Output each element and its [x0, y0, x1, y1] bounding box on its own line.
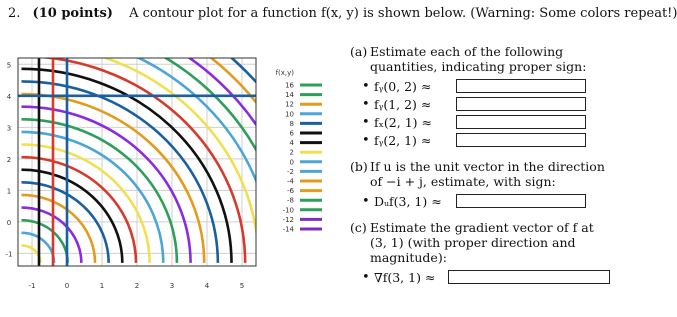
question-label: • fᵧ(1, 2) ≈ — [374, 96, 432, 112]
part-a-text: Estimate each of the following quantities, indicating proper sign: — [370, 44, 587, 74]
part-a-item-1 — [374, 77, 610, 95]
answer-box[interactable] — [456, 133, 586, 147]
part-b-item-1 — [374, 192, 610, 210]
y-tick-label: 1 — [6, 187, 12, 196]
legend-title: f(x,y) — [275, 69, 294, 77]
answer-box[interactable] — [448, 270, 610, 284]
x-tick-label: 3 — [169, 282, 175, 290]
problem-prompt: A contour plot for a function f(x, y) is shown below. (Warning: Some colors repeat!) — [129, 6, 677, 21]
part-c-label: (c) — [350, 220, 367, 235]
part-a-list — [350, 77, 610, 149]
part-a — [350, 44, 610, 149]
legend-label: 2 — [289, 148, 294, 157]
questions-panel — [350, 44, 610, 296]
part-c — [350, 220, 610, 286]
answer-box[interactable] — [456, 79, 586, 93]
x-tick-label: 5 — [239, 282, 245, 290]
legend-label: 10 — [285, 110, 294, 119]
part-a-item-3 — [374, 113, 610, 131]
legend-label: 14 — [285, 91, 294, 100]
contour-line — [22, 31, 273, 263]
question-label: • ∇f(3, 1) ≈ — [374, 269, 436, 285]
problem-number: 2. — [8, 6, 21, 21]
y-tick-label: 2 — [6, 155, 12, 164]
legend-label: -8 — [287, 196, 294, 205]
part-b — [350, 159, 610, 210]
legend-label: 16 — [285, 81, 294, 90]
x-tick-label: 0 — [64, 282, 70, 290]
y-tick-label: -1 — [5, 250, 13, 259]
y-tick-label: 4 — [6, 92, 12, 101]
y-tick-label: 3 — [6, 124, 12, 133]
legend-label: -4 — [287, 177, 294, 186]
x-tick-label: 4 — [204, 282, 210, 290]
part-b-label: (b) — [350, 159, 368, 174]
part-a-item-4 — [374, 131, 610, 149]
contour-line — [22, 18, 287, 262]
legend-label: -14 — [282, 225, 294, 234]
question-label: • Dᵤf(3, 1) ≈ — [374, 193, 442, 209]
y-tick-label: 5 — [6, 61, 12, 70]
answer-box[interactable] — [456, 97, 586, 111]
answer-box[interactable] — [456, 194, 586, 208]
y-tick-label: 0 — [6, 218, 12, 227]
part-c-item-1 — [374, 268, 610, 286]
question-label: • fᵧ(0, 2) ≈ — [374, 78, 432, 94]
legend-label: 0 — [289, 158, 294, 167]
part-a-item-2 — [374, 95, 610, 113]
question-label: • fᵧ(2, 1) ≈ — [374, 132, 432, 148]
part-b-text: If u is the unit vector in the direction of −i + j, estimate, with sign: — [370, 159, 605, 189]
contour-line — [22, 245, 41, 262]
legend-label: 8 — [289, 119, 294, 128]
x-tick-label: 2 — [134, 282, 140, 290]
x-tick-label: -1 — [28, 282, 36, 290]
legend-label: -12 — [282, 215, 294, 224]
answer-box[interactable] — [456, 115, 586, 129]
problem-header — [8, 6, 677, 21]
legend-label: -6 — [287, 187, 294, 196]
contour-line — [22, 145, 150, 263]
problem-points: (10 points) — [32, 6, 113, 21]
legend-label: 12 — [285, 100, 294, 109]
contour-curves — [18, 0, 327, 266]
contour-plot-svg — [0, 34, 346, 317]
legend-label: -10 — [282, 206, 294, 215]
legend-label: -2 — [287, 167, 294, 176]
part-b-list — [350, 192, 610, 210]
part-a-label: (a) — [350, 44, 368, 59]
part-c-text: Estimate the gradient vector of f at (3, 1) (with proper direction and magnitude): — [370, 220, 594, 265]
contour-plot — [0, 34, 346, 317]
legend-label: 6 — [289, 129, 294, 138]
question-label: • fₓ(2, 1) ≈ — [374, 114, 432, 130]
legend-label: 4 — [289, 139, 294, 148]
part-c-list — [350, 268, 610, 286]
x-tick-label: 1 — [99, 282, 105, 290]
